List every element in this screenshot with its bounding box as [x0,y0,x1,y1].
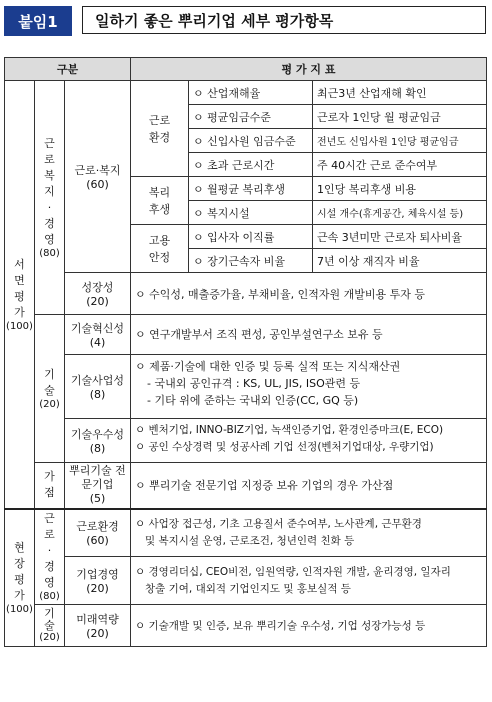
doc-tech-label: 기술 [44,368,55,397]
bonus-desc: ㅇ 뿌리기술 전문기업 지정증 보유 기업의 경우 가산점 [131,463,487,509]
indicator-item: ㅇ 복지시설 [189,201,313,225]
doc-welfare-score: (80) [39,248,60,259]
doc-tech-cell [35,315,65,463]
indicator-item: ㅇ 입사자 이직률 [189,225,313,249]
group-label: 고용안정 [131,225,189,273]
page-title: 일하기 좋은 뿌리기업 세부 평가항목 [82,6,486,34]
indicator-desc: 전년도 신입사원 1인당 평균임금 [313,129,487,153]
bonus-label: 가점 [44,470,55,500]
growth-desc: ㅇ 수익성, 매출증가율, 부채비율, 인적자원 개발비용 투자 등 [131,273,487,315]
onsite-item-desc: ㅇ 경영리더십, CEO비전, 임원역량, 인적자원 개발, 윤리경영, 일자리 창출 기여, 대외적 기업인지도 및 홍보실적 등 [131,557,487,605]
header-indicator: 평 가 지 표 [131,58,487,81]
page-header [0,6,492,38]
indicator-desc: 주 40시간 근로 준수여부 [313,153,487,177]
sub-welfare-cell [65,81,131,273]
onsite-item-cell: 기업경영 (20) [65,557,131,605]
evaluation-table [4,57,487,647]
onsite-tech-label: 기술 [44,607,55,632]
tech-item-cell: 기술혁신성 (4) [65,315,131,355]
tech-item-desc: ㅇ 벤처기업, INNO-BIZ기업, 녹색인증기업, 환경인증마크(E, ECO) ㅇ 공인 수상경력 및 성공사례 기업 선정(벤처기업대상, 우량기업) [131,419,487,463]
sub-growth-score: (20) [86,295,109,308]
indicator-item: ㅇ 평균임금수준 [189,105,313,129]
documentary-label: 서면평가 [14,257,25,319]
documentary-score: (100) [6,320,33,332]
doc-tech-score: (20) [39,399,60,410]
attachment-tag: 붙임1 [4,6,72,36]
group-label: 복리후생 [131,177,189,225]
indicator-desc: 7년 이상 재직자 비율 [313,249,487,273]
onsite-welfare-cell [35,509,65,605]
onsite-label: 현장평가 [14,541,25,603]
sub-growth-label: 성장성 [81,281,114,294]
tech-item-desc: ㅇ 연구개발부서 조직 편성, 공인부설연구소 보유 등 [131,315,487,355]
indicator-item: ㅇ 장기근속자 비율 [189,249,313,273]
onsite-tech-desc: ㅇ 기술개발 및 인증, 보유 뿌리기술 우수성, 기업 성장가능성 등 [131,605,487,647]
onsite-welfare-score: (80) [39,591,60,603]
indicator-item: ㅇ 월평균 복리후생 [189,177,313,201]
onsite-eval-cell [5,509,35,647]
onsite-tech-item-cell: 미래역량 (20) [65,605,131,647]
indicator-item: ㅇ 신입사원 임금수준 [189,129,313,153]
sub-welfare-label: 근로·복지 [74,164,121,177]
onsite-score: (100) [6,604,33,616]
indicator-desc: 1인당 복리후생 비용 [313,177,487,201]
tech-item-cell: 기술우수성 (8) [65,419,131,463]
indicator-desc: 최근3년 산업재해 확인 [313,81,487,105]
onsite-item-cell: 근로환경 (60) [65,509,131,557]
doc-welfare-label: 근로복지·경영 [44,137,55,246]
doc-welfare-cell [35,81,65,315]
sub-growth-cell [65,273,131,315]
indicator-desc: 근속 3년미만 근로자 퇴사비율 [313,225,487,249]
tech-item-cell: 기술사업성 (8) [65,355,131,419]
onsite-tech-cell [35,605,65,647]
documentary-eval-cell [5,81,35,509]
header-category: 구분 [5,58,131,81]
sub-welfare-score: (60) [86,178,109,191]
tech-item-desc: ㅇ 제품·기술에 대한 인증 및 등록 실적 또는 지식재산권 - 국내외 공인규격 : KS, UL, JIS, ISO관련 등 - 기타 위에 준하는 국내외 인증(CC, GQ 등) [131,355,487,419]
indicator-item: ㅇ 초과 근로시간 [189,153,313,177]
onsite-welfare-label: 근로·경영 [44,512,55,590]
indicator-desc: 근로자 1인당 월 평균임금 [313,105,487,129]
group-label: 근로환경 [131,81,189,177]
onsite-tech-score: (20) [39,632,60,643]
bonus-item-cell: 뿌리기술 전문기업 (5) [65,463,131,509]
indicator-item: ㅇ 산업재해율 [189,81,313,105]
bonus-cell [35,463,65,509]
indicator-desc: 시설 개수(휴게공간, 체육시설 등) [313,201,487,225]
onsite-item-desc: ㅇ 사업장 접근성, 기초 고용질서 준수여부, 노사관계, 근무환경 및 복지시설 운영, 근로조건, 청년인력 친화 등 [131,509,487,557]
